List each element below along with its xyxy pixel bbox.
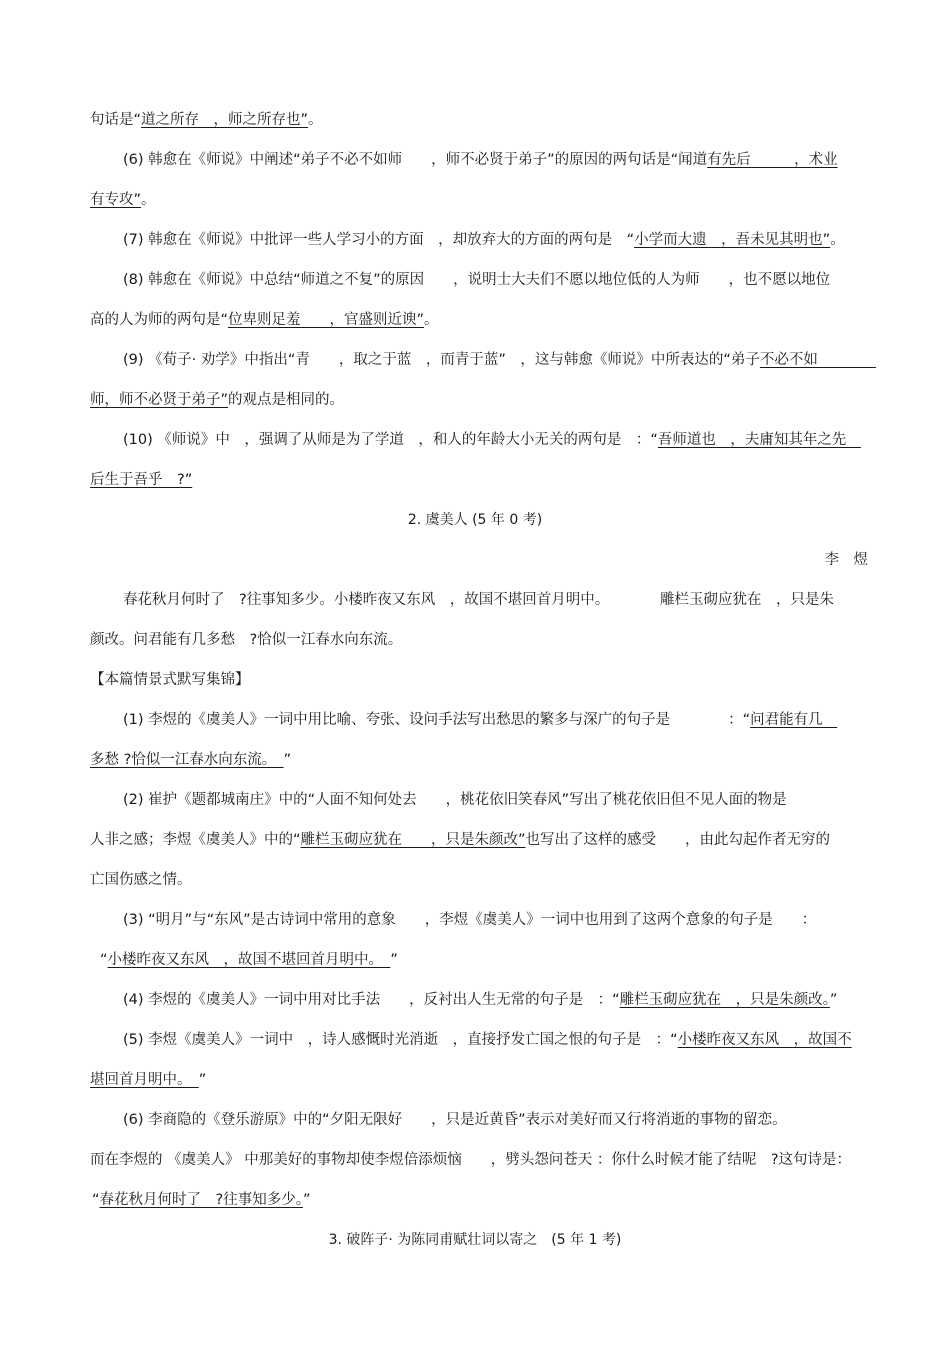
subsection-heading: 【本篇情景式默写集锦】 — [90, 672, 250, 688]
text-line: 而在李煜的 《虞美人》 中那美好的事物却使李煜倍添烦恼 ，劈头怨问苍天 ：你什么时候才能了结呢 ?这句诗是： — [90, 1152, 852, 1168]
poem-text: 颜改。问君能有几多愁 ?恰似一江春水向东流。 — [90, 632, 403, 648]
question-6: (6) 韩愈在《师说》中阐述“弟子不必不如师 ，师不必贤于弟子”的原因的两句话是“闻道有先后 ，术业 — [123, 152, 838, 168]
answer-line: “小楼昨夜又东风 ，故国不堪回首月明中。 ” — [100, 952, 398, 968]
answer-line: 有专攻”。 — [90, 192, 156, 208]
answer-line: 人非之感；李煜《虞美人》中的“雕栏玉砌应犹在 ，只是朱颜改”也写出了这样的感受 ，由此勾起作者无穷的 — [90, 832, 831, 848]
question-4: (4) 李煜的《虞美人》一词中用对比手法 ，反衬出人生无常的句子是 ：“雕栏玉砌应犹在 ，只是朱颜改。” — [123, 992, 838, 1008]
question-3: (3) “明月”与“东风”是古诗词中常用的意象 ，李煜《虞美人》一词中也用到了这两个意象的句子是 ： — [123, 912, 817, 928]
question-2: (2) 崔护《题都城南庄》中的“人面不知何处去 ，桃花依旧笑春风”写出了桃花依旧但不见人面的物是 — [123, 792, 787, 808]
question-5: (5) 李煜《虞美人》一词中 ，诗人感慨时光消逝 ，直接抒发亡国之恨的句子是 ：“小楼昨夜又东风 ，故国不 — [123, 1032, 852, 1048]
answer-line: 高的人为师的两句是“位卑则足羞 ，官盛则近谀”。 — [90, 312, 439, 328]
answer-line: 多愁 ?恰似一江春水向东流。 ” — [90, 752, 292, 768]
section-heading: 2. 虞美人 (5 年 0 考) — [407, 512, 543, 528]
question-10: (10) 《师说》中 ，强调了从师是为了学道 ，和人的年龄大小无关的两句是 ：“吾师道也 ，夫庸知其年之先 — [123, 432, 861, 448]
question-8: (8) 韩愈在《师说》中总结“师道之不复”的原因 ，说明士大夫们不愿以地位低的人为师 ，也不愿以地位 — [123, 272, 831, 288]
question-9: (9) 《荀子· 劝学》中指出“青 ，取之于蓝 ，而青于蓝” ，这与韩愈《师说》中所表达的“弟子不必不如 — [123, 352, 876, 368]
answer-line: 堪回首月明中。 ” — [90, 1072, 207, 1088]
answer-line: 师，师不必贤于弟子”的观点是相同的。 — [90, 392, 345, 408]
answer-line: 句话是“道之所存 ，师之所存也”。 — [90, 112, 323, 128]
text-line: 亡国伤感之情。 — [90, 872, 192, 888]
question-6: (6) 李商隐的《登乐游原》中的“夕阳无限好 ，只是近黄昏”表示对美好而又行将消逝的事物的留恋。 — [123, 1112, 787, 1128]
answer-line: 后生于吾乎 ?” — [90, 472, 193, 488]
question-7: (7) 韩愈在《师说》中批评一些人学习小的方面 ，却放弃大的方面的两句是 “小学而大遗 ，吾未见其明也”。 — [123, 232, 845, 248]
poem-text: 春花秋月何时了 ?往事知多少。小楼昨夜又东风 ，故国不堪回首月明中。 雕栏玉砌应犹在 ，只是朱 — [123, 592, 834, 608]
section-heading: 3. 破阵子· 为陈同甫赋壮词以寄之 (5 年 1 考) — [328, 1232, 622, 1248]
poem-author: 李 煜 — [824, 552, 868, 568]
question-1: (1) 李煜的《虞美人》一词中用比喻、夸张、设问手法写出愁思的繁多与深广的句子是 ：“问君能有几 — [123, 712, 838, 728]
answer-line: “春花秋月何时了 ?往事知多少。” — [92, 1192, 311, 1208]
